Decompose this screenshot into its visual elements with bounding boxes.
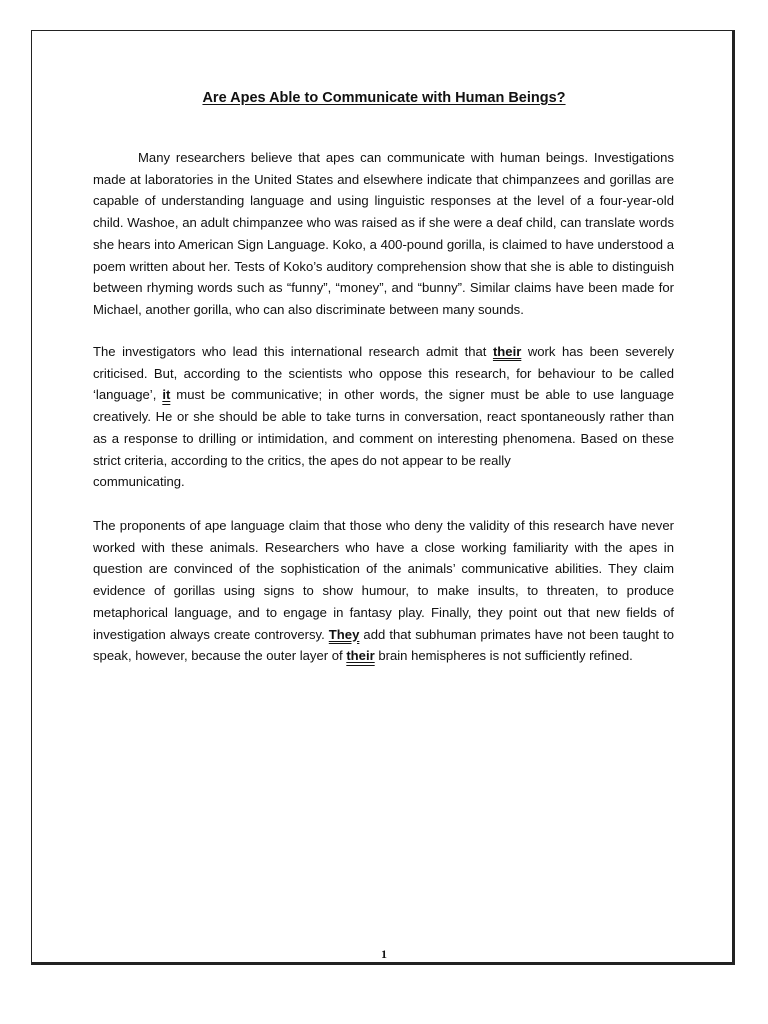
paragraph-3-text-b: add that subhuman primates have not been taught to speak, however, because the outer layer of	[93, 626, 674, 664]
paragraph-3-text-a: The proponents of ape language claim that those who deny the validity of this research have never worked with these animals. Researchers who have a close working familiarity with the apes in question are convinced of the sophistication of the animals’ communicative abilities. They claim evidence of gorillas using signs to show humour, to make insults, to threaten, to produce metaphorical language, and to engage in fantasy play. Finally, they point out that new fields of investigation always create controversy.	[93, 518, 674, 642]
highlighted-word-it: it	[162, 387, 171, 403]
paragraph-2	[93, 341, 674, 493]
highlighted-word-they: They	[328, 626, 360, 642]
highlighted-word-their: their	[492, 344, 522, 359]
document-title: Are Apes Able to Communicate with Human Beings?	[202, 90, 566, 106]
paragraph-2-text-c: must be communicative; in other words, the signer must be able to use language creatively. He or she should be able to take turns in conversation, react spontaneously rather than as a response to drilling or intimidation, and comment on interesting phenomena. Based on these strict criteria, according to the critics, the apes do not appear to be really	[93, 387, 674, 468]
paragraph-3	[93, 515, 674, 667]
highlighted-word-their: their	[346, 648, 375, 664]
paragraph-3-text-c: brain hemispheres is not sufficiently refined.	[374, 648, 633, 664]
paragraph-2-text-b: work has been severely criticised. But, according to the scientists who oppose this research, for behaviour to be called ‘language’,	[93, 344, 674, 403]
page-number: 1	[381, 947, 387, 961]
paragraph-1	[93, 147, 674, 321]
paragraph-2-text-d: communicating.	[93, 474, 185, 490]
paragraph-1-text: Many researchers believe that apes can communicate with human beings. Investigations made at laboratories in the United States and elsewhere indicate that chimpanzees and gorillas are capable of understanding language and using linguistic responses at the level of a four-year-old child. Washoe, an adult chimpanzee who was raised as if she were a deaf child, can translate words she hears into American Sign Language. Koko, a 400-pound gorilla, is claimed to have understood a poem written about her. Tests of Koko’s auditory comprehension show that she is able to distinguish between rhyming words such as “funny”, “money”, and “bunny”. Similar claims have been made for Michael, another gorilla, who can also discriminate between many sounds.	[93, 150, 674, 317]
paragraph-2-text-a: The investigators who lead this international research admit that	[93, 344, 493, 359]
